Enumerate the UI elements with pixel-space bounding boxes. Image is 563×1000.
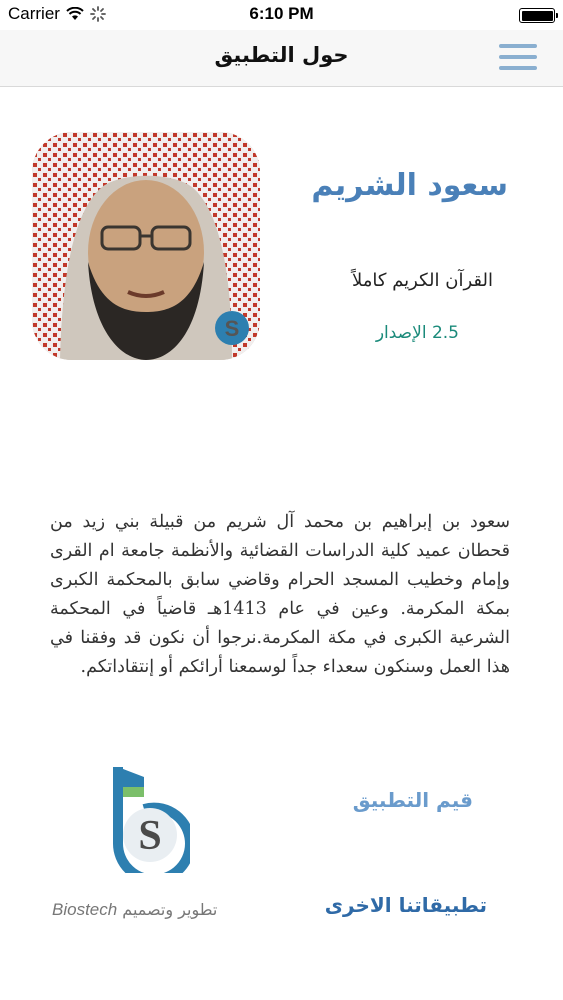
- credit-prefix: تطوير وتصميم: [122, 900, 218, 919]
- hamburger-menu-icon[interactable]: [499, 44, 537, 72]
- navigation-bar: [0, 30, 563, 87]
- reciter-avatar: [32, 132, 260, 360]
- svg-text:S: S: [138, 813, 162, 859]
- battery-fill: [522, 11, 553, 21]
- developer-credit: [52, 900, 217, 920]
- rate-app-button[interactable]: قيم التطبيق: [352, 788, 473, 812]
- about-paragraph: سعود بن إبراهيم بن محمد آل شريم من قبيلة بني زيد من قحطان عميد كلية الدراسات القضائية والأنظمة جامعة ام القرى وإمام وخطيب المسجد الحرام وقاضي سابق بالمحكمة الكبرى بمكة المكرمة. وعين في عام 1413هـ قاضياً في المحكمة الشرعية الكبرى في مكة المكرمة.نرجوا أن نكون قد وفقنا في هذا العمل وسنكون سعداء جداً لوسمعنا أرائكم أو إنتقاداتكم.: [50, 512, 510, 677]
- other-apps-button[interactable]: تطبيقاتنا الاخرى: [324, 893, 487, 917]
- status-bar: [0, 0, 563, 30]
- app-version: 2.5 الإصدار: [375, 323, 459, 343]
- biostech-logo-icon: [110, 763, 190, 873]
- status-time: 6:10 PM: [249, 4, 314, 23]
- battery-icon: [519, 8, 555, 23]
- app-name: سعود الشريم: [311, 168, 508, 203]
- page-title: حول التطبيق: [214, 43, 349, 67]
- carrier-label: Carrier: [8, 4, 60, 23]
- credit-company: Biostech: [52, 900, 118, 919]
- app-subtitle: القرآن الكريم كاملاً: [352, 270, 493, 291]
- svg-text:S: S: [224, 316, 240, 341]
